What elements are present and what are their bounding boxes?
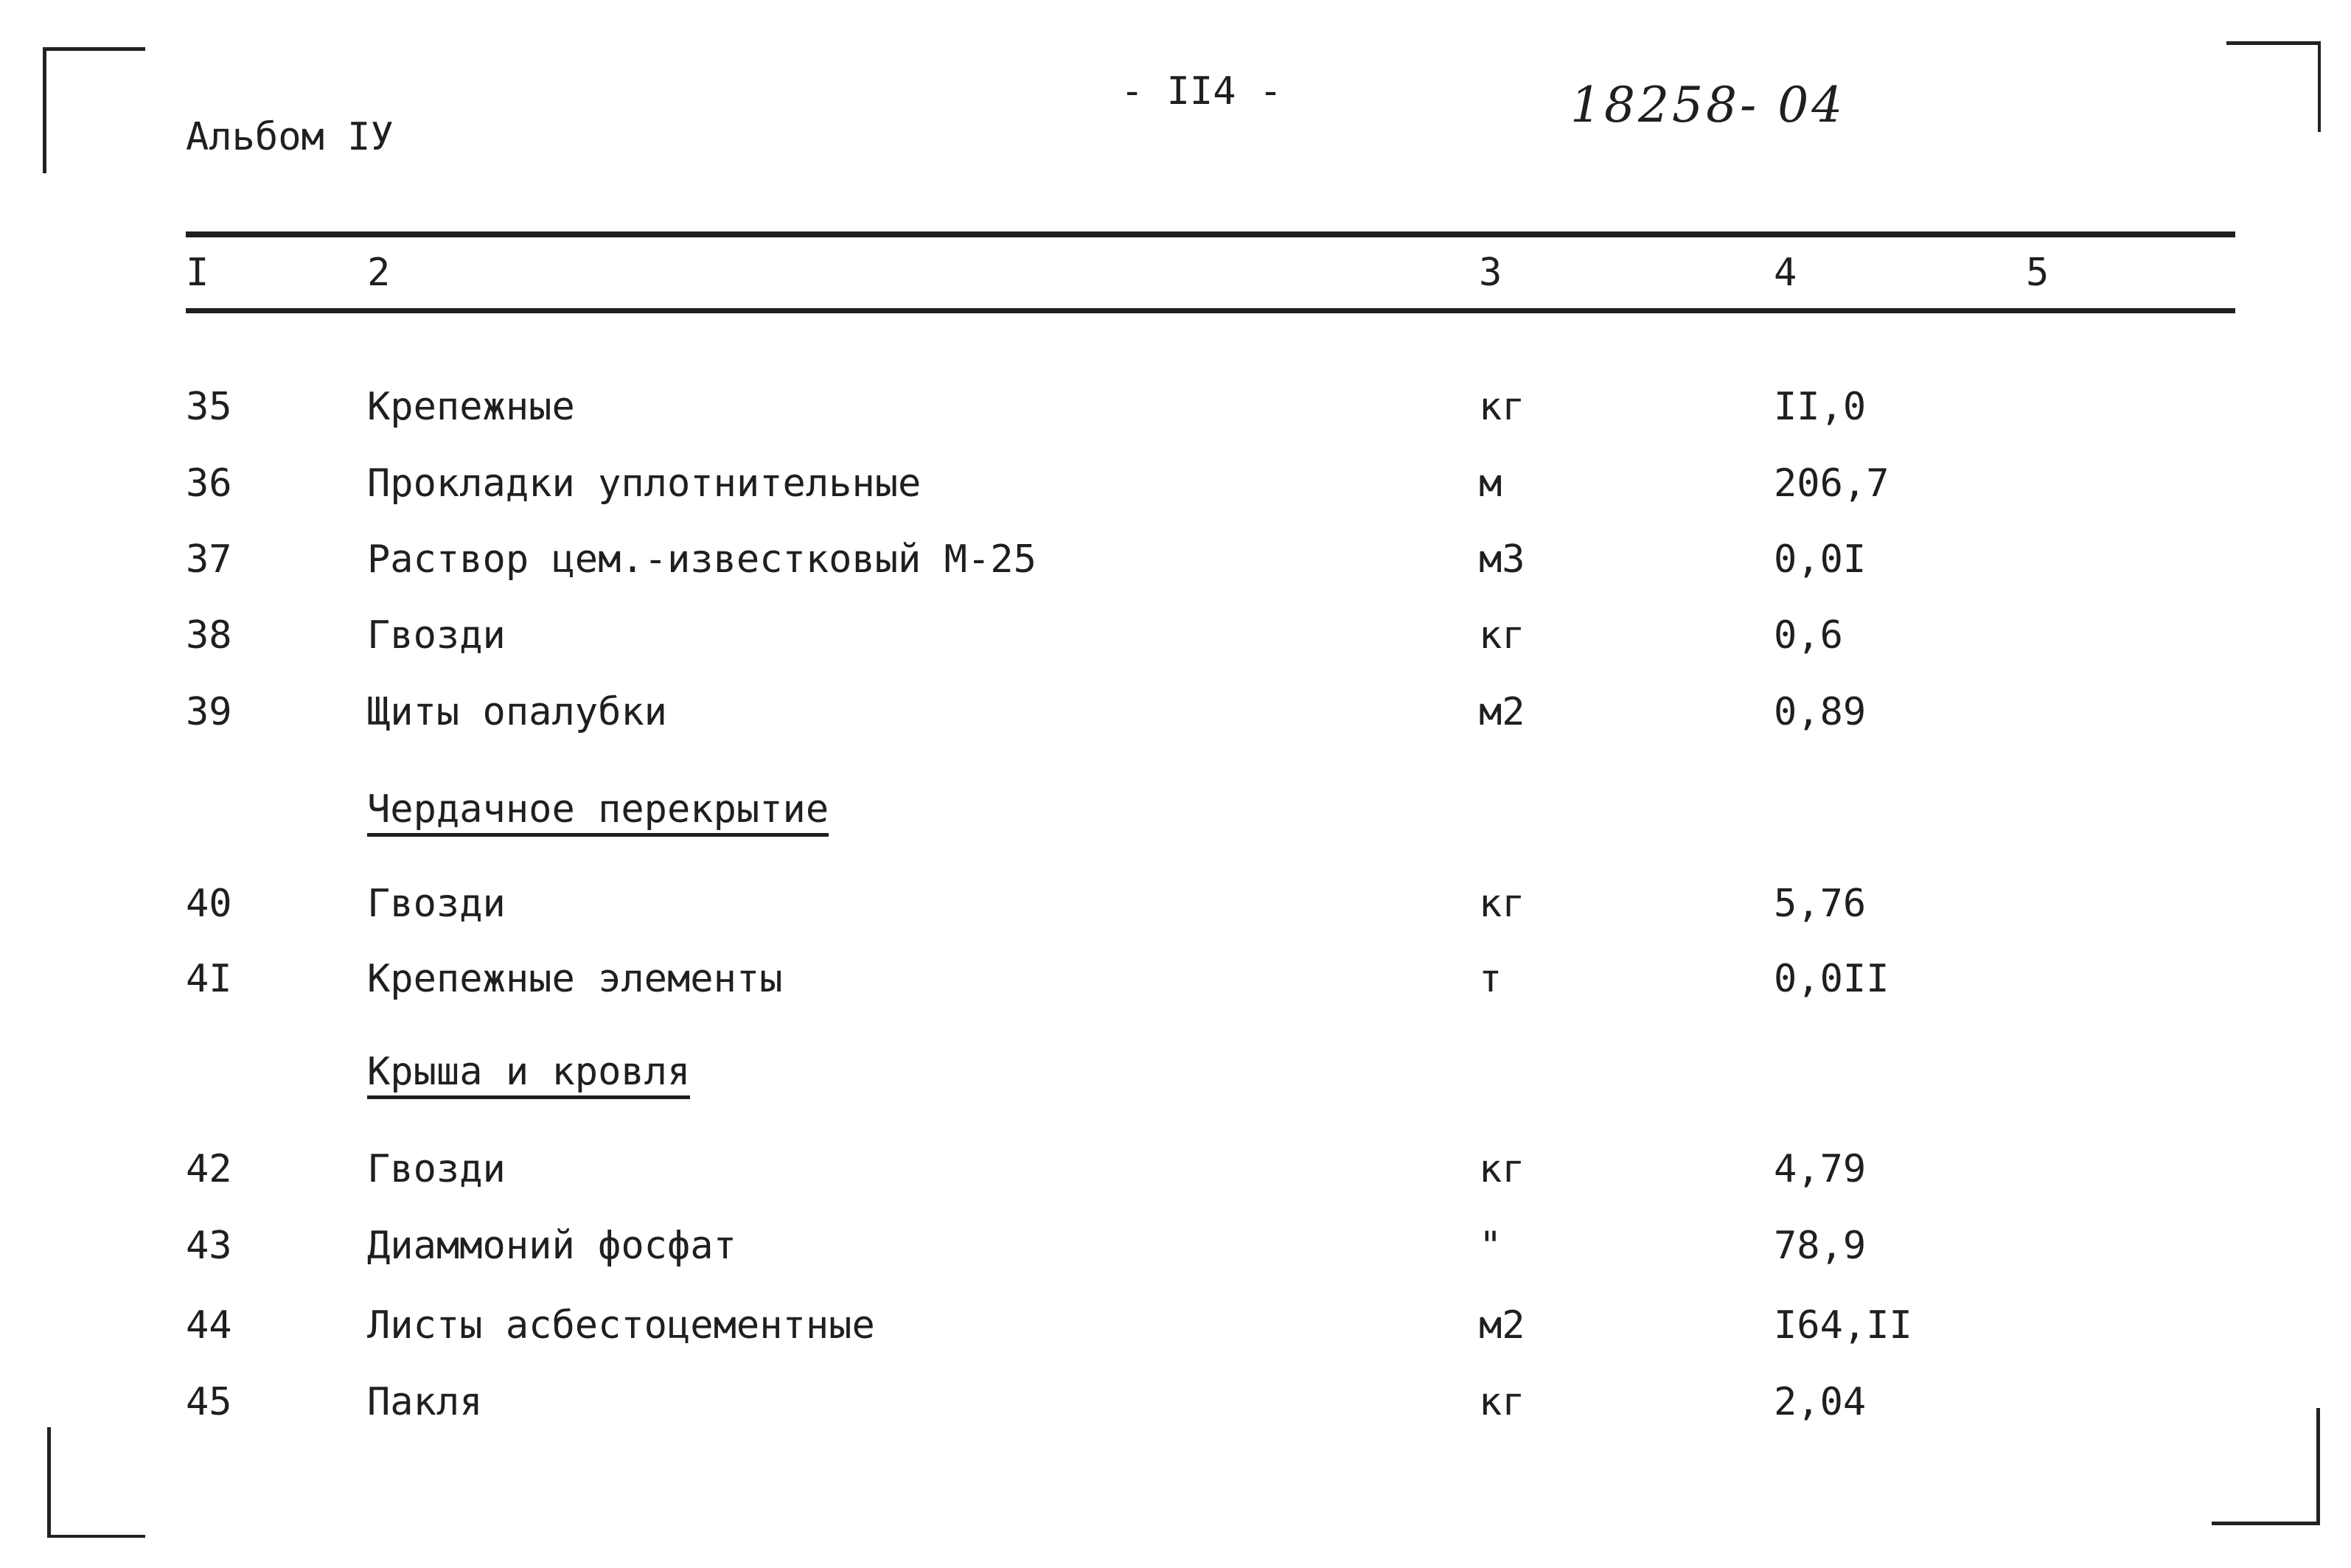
row-number: 42 — [186, 1147, 232, 1191]
row-name: Диаммоний фосфат — [367, 1224, 736, 1268]
row-value: 0,6 — [1774, 613, 1843, 658]
row-name: Гвозди — [367, 1147, 506, 1191]
table-row — [0, 613, 2351, 661]
table-row — [0, 537, 2351, 585]
table-row — [0, 1147, 2351, 1194]
row-value: 4,79 — [1774, 1147, 1867, 1191]
column-header-5: 5 — [2026, 251, 2049, 295]
page-number: - II4 - — [1121, 69, 1283, 114]
row-value: 78,9 — [1774, 1224, 1867, 1268]
row-unit: " — [1479, 1224, 1502, 1268]
row-number: 44 — [186, 1303, 232, 1348]
table-row — [0, 1303, 2351, 1351]
album-label: Альбом IУ — [186, 115, 394, 159]
row-value: I64,II — [1774, 1303, 1912, 1348]
row-number: 39 — [186, 690, 232, 734]
row-value: 0,0II — [1774, 957, 1889, 1001]
row-unit: кг — [1479, 1380, 1525, 1424]
row-number: 45 — [186, 1380, 232, 1424]
corner-mark-bottom-left — [47, 1427, 145, 1538]
table-top-rule — [186, 231, 2235, 237]
row-value: 0,0I — [1774, 537, 1867, 582]
row-unit: кг — [1479, 613, 1525, 658]
row-unit: м2 — [1479, 690, 1525, 734]
row-number: 36 — [186, 461, 232, 506]
table-header-bottom-rule — [186, 308, 2235, 313]
row-unit: м3 — [1479, 537, 1525, 582]
corner-mark-top-right — [2226, 41, 2321, 132]
row-name: Пакля — [367, 1380, 483, 1424]
row-unit: м — [1479, 461, 1502, 506]
row-number: 37 — [186, 537, 232, 582]
column-header-2: 2 — [367, 251, 391, 295]
section-heading-roof: Крыша и кровля — [367, 1053, 690, 1099]
row-value: 2,04 — [1774, 1380, 1867, 1424]
row-number: 40 — [186, 882, 232, 926]
row-unit: кг — [1479, 385, 1525, 429]
table-row — [0, 461, 2351, 509]
row-value: 0,89 — [1774, 690, 1867, 734]
row-unit: кг — [1479, 882, 1525, 926]
row-name: Прокладки уплотнительные — [367, 461, 922, 506]
table-row — [0, 1380, 2351, 1427]
table-row — [0, 957, 2351, 1004]
row-name: Гвозди — [367, 613, 506, 658]
row-unit: т — [1479, 957, 1502, 1001]
row-unit: м2 — [1479, 1303, 1525, 1348]
row-unit: кг — [1479, 1147, 1525, 1191]
corner-mark-top-left — [43, 47, 145, 173]
row-number: 38 — [186, 613, 232, 658]
table-row — [0, 1224, 2351, 1271]
row-value: 5,76 — [1774, 882, 1867, 926]
table-row — [0, 690, 2351, 737]
row-name: Гвозди — [367, 882, 506, 926]
row-name: Листы асбестоцементные — [367, 1303, 875, 1348]
column-header-1: I — [186, 251, 209, 295]
row-name: Крепежные — [367, 385, 575, 429]
section-heading-attic-floor: Чердачное перекрытие — [367, 790, 829, 837]
row-number: 4I — [186, 957, 232, 1001]
column-header-3: 3 — [1479, 251, 1502, 295]
row-name: Крепежные элементы — [367, 957, 783, 1001]
row-name: Раствор цем.-известковый М-25 — [367, 537, 1037, 582]
column-header-4: 4 — [1774, 251, 1797, 295]
table-row — [0, 385, 2351, 432]
row-value: 206,7 — [1774, 461, 1889, 506]
document-number: 18258- 04 — [1570, 77, 1846, 133]
row-number: 35 — [186, 385, 232, 429]
row-name: Щиты опалубки — [367, 690, 667, 734]
row-value: II,0 — [1774, 385, 1867, 429]
table-row — [0, 882, 2351, 929]
row-number: 43 — [186, 1224, 232, 1268]
